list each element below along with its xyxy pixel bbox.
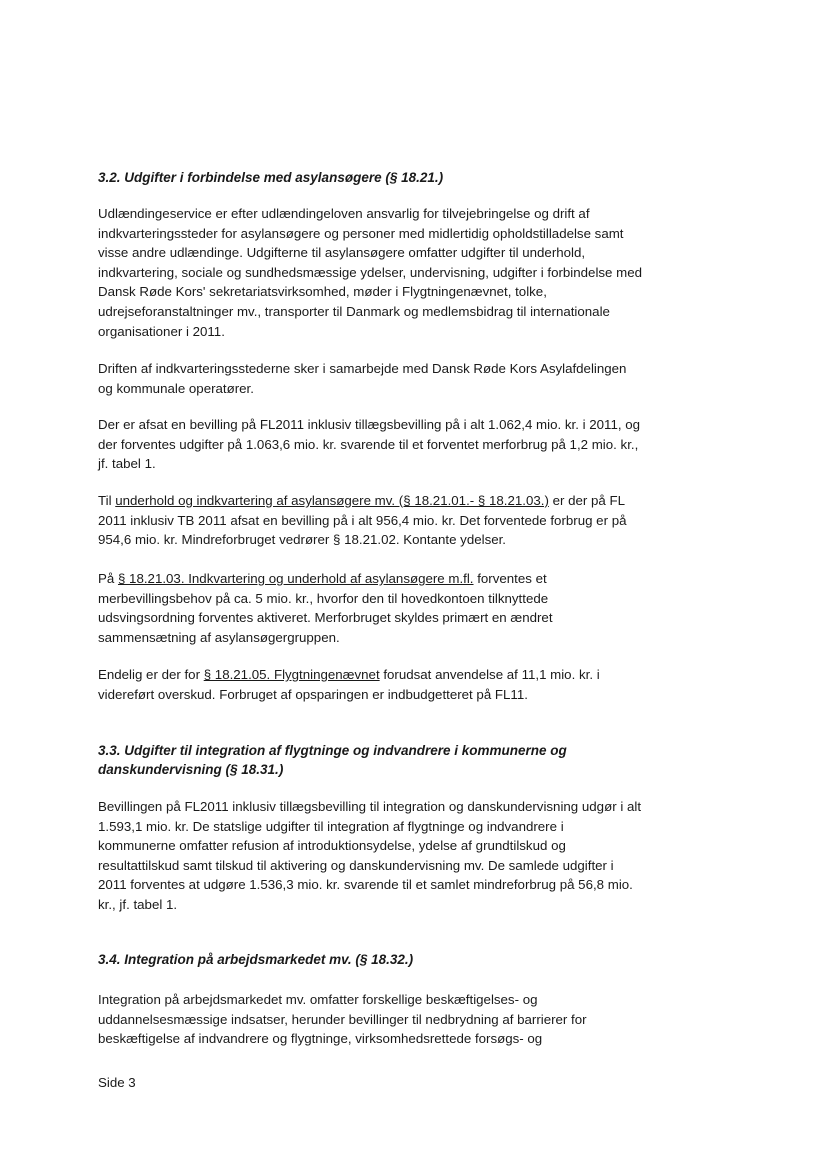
text-line: udrejseforanstaltninger mv., transporter til Danmark og medlemsbidrag til internationale — [98, 303, 610, 319]
text-line: Udlændingeservice er efter udlændingeloven ansvarlig for tilvejebringelse og drift af — [98, 206, 590, 221]
text-run: er der på FL — [548, 493, 626, 508]
section-heading-3-2: 3.2. Udgifter i forbindelse med asylansøgere (§ 18.21.) — [98, 170, 444, 185]
paragraph — [98, 359, 688, 398]
paragraph — [98, 990, 688, 1049]
text-line: indkvartering, sociale og sundhedsmæssige ydelser, undervisning, udgifter i forbindelse med — [98, 264, 642, 280]
text-line: videreført overskud. Forbruget af opsparingen er indbudgetteret på FL11. — [98, 686, 528, 702]
text-line: 1.593,1 mio. kr. De statslige udgifter til integration af flygtninge og indvandrere i — [98, 818, 564, 834]
text-line: merbevillingsbehov på ca. 5 mio. kr., hvorfor den til hovedkontoen tilknyttede — [98, 590, 549, 606]
text-line: jf. tabel 1. — [98, 456, 156, 472]
text-line — [98, 491, 688, 511]
section-reference-link[interactable]: § 18.21.05. Flygtningenævnet — [203, 667, 380, 682]
paragraph — [98, 797, 688, 915]
text-line: visse andre udlændinge. Udgifterne til asylansøgere omfatter udgifter til underhold, — [98, 245, 586, 261]
text-run: forventes et — [473, 571, 547, 586]
paragraph — [98, 204, 688, 341]
text-line: 954,6 mio. kr. Mindreforbruget vedrører § 18.21.02. Kontante ydelser. — [98, 532, 506, 548]
section-heading-3-3 — [98, 741, 678, 779]
section-heading-3-4: 3.4. Integration på arbejdsmarkedet mv. (§ 18.32.) — [98, 952, 414, 967]
text-line: kr., jf. tabel 1. — [98, 896, 178, 912]
page-number: Side 3 — [98, 1075, 136, 1090]
text-line: organisationer i 2011. — [98, 323, 225, 339]
text-line: Driften af indkvarteringsstederne sker i samarbejde med Dansk Røde Kors Asylafdelingen — [98, 361, 627, 376]
text-line: 2011 inklusiv TB 2011 afsat en bevilling på i alt 956,4 mio. kr. Det forventede forbrug er på — [98, 512, 627, 528]
text-line: der forventes udgifter på 1.063,6 mio. kr. svarende til et forventet merforbrug på 1,2 mio. kr., — [98, 436, 639, 452]
text-line: sammensætning af asylansøgergruppen. — [98, 629, 340, 645]
text-line: beskæftigelse af indvandrere og flygtninge, virksomhedsrettede forsøgs- og — [98, 1031, 543, 1047]
section-reference-link[interactable]: § 18.21.03. Indkvartering og underhold af asylansøgere m.fl. — [117, 571, 474, 586]
text-run: Endelig er der for — [98, 667, 204, 682]
text-line: Bevillingen på FL2011 inklusiv tillægsbevilling til integration og danskundervisning udgør i alt — [98, 799, 642, 814]
heading-line: danskundervisning (§ 18.31.) — [98, 762, 284, 777]
text-line: resultattilskud samt tilskud til aktivering og danskundervisning mv. De samlede udgifter i — [98, 857, 614, 873]
text-line: Integration på arbejdsmarkedet mv. omfatter forskellige beskæftigelses- og — [98, 992, 538, 1007]
text-run: forudsat anvendelse af 11,1 mio. kr. i — [379, 667, 600, 682]
text-line: indkvarteringssteder for asylansøgere og personer med midlertidig opholdstilladelse samt — [98, 225, 624, 241]
paragraph — [98, 491, 688, 550]
text-line: 2011 forventes at udgøre 1.536,3 mio. kr. svarende til et samlet mindreforbrug på 56,8 mio. — [98, 877, 633, 893]
section-reference-link[interactable]: underhold og indkvartering af asylansøgere mv. (§ 18.21.01.- § 18.21.03.) — [115, 493, 549, 508]
heading-line: 3.3. Udgifter til integration af flygtninge og indvandrere i kommunerne og — [98, 743, 567, 758]
paragraph — [98, 569, 688, 647]
text-line: og kommunale operatører. — [98, 380, 254, 396]
text-run: Til — [98, 493, 116, 508]
text-line: kommunerne omfatter refusion af introduktionsydelse, ydelse af grundtilskud og — [98, 838, 566, 854]
text-line: udsvingsordning forventes aktiveret. Merforbruget skyldes primært en ændret — [98, 610, 553, 626]
text-line: Der er afsat en bevilling på FL2011 inklusiv tillægsbevilling på i alt 1.062,4 mio. kr. i 2011, og — [98, 417, 641, 432]
text-line: uddannelsesmæssige indsatser, herunder bevillinger til nedbrydning af barrierer for — [98, 1011, 587, 1027]
paragraph — [98, 415, 688, 474]
text-line: Dansk Røde Kors' sekretariatsvirksomhed, møder i Flygtningenævnet, tolke, — [98, 284, 547, 300]
paragraph — [98, 665, 688, 704]
text-run: På — [98, 571, 118, 586]
text-line — [98, 569, 688, 589]
text-line — [98, 665, 688, 685]
